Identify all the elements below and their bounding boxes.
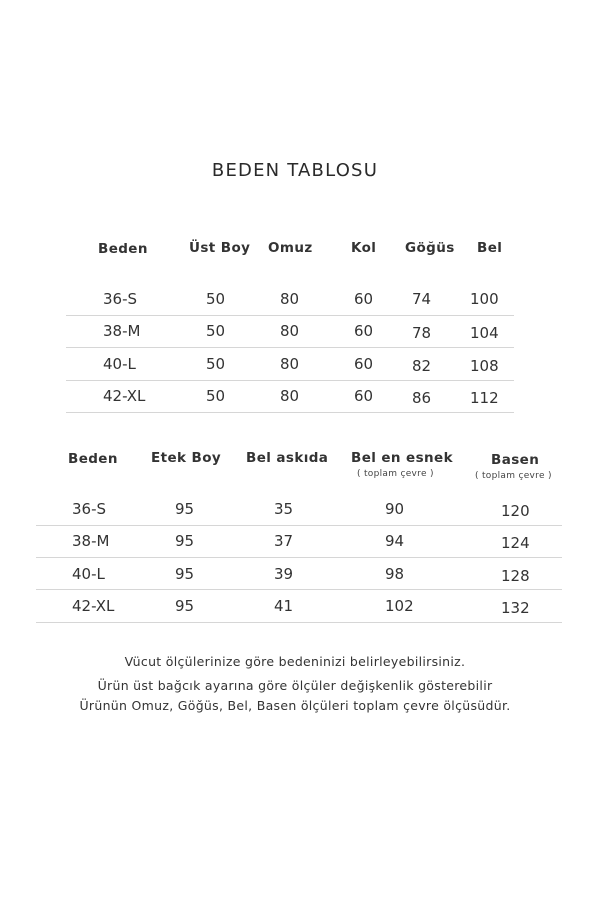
table2-header-etek-boy: Etek Boy — [151, 450, 222, 466]
row-divider — [66, 347, 514, 348]
table1-header-ust-boy: Üst Boy — [189, 240, 251, 256]
table-cell: 40-L — [103, 355, 136, 373]
table-cell: 38-M — [103, 322, 141, 340]
table-cell: 36-S — [72, 500, 107, 518]
row-divider — [66, 380, 514, 381]
table-cell: 104 — [470, 324, 499, 342]
table-cell: 39 — [274, 565, 294, 583]
row-divider — [36, 622, 562, 623]
table-cell: 60 — [354, 355, 374, 373]
table-cell: 80 — [280, 387, 300, 405]
table-cell: 82 — [412, 357, 432, 375]
row-divider — [36, 589, 562, 590]
table2-header-bel-en-esnek: Bel en esnek — [351, 450, 453, 466]
table2-header-bel-askida: Bel askıda — [246, 450, 329, 466]
table2-subheader-bel-en-esnek: ( toplam çevre ) — [357, 469, 434, 479]
table-cell: 102 — [385, 597, 414, 615]
table-cell: 128 — [501, 567, 530, 585]
table-cell: 86 — [412, 389, 432, 407]
table-cell: 50 — [206, 387, 226, 405]
note-line-3: Ürünün Omuz, Göğüs, Bel, Basen ölçüleri toplam çevre ölçüsüdür. — [79, 698, 511, 713]
table-cell: 36-S — [103, 290, 138, 308]
table1-header-gogus: Göğüs — [405, 240, 455, 256]
table-cell: 80 — [280, 355, 300, 373]
table-cell: 38-M — [72, 532, 110, 550]
table-cell: 37 — [274, 532, 294, 550]
table-cell: 100 — [470, 290, 499, 308]
note-line-2: Ürün üst bağcık ayarına göre ölçüler değişkenlik gösterebilir — [97, 678, 493, 693]
table-cell: 78 — [412, 324, 432, 342]
table-cell: 94 — [385, 532, 405, 550]
page-title: BEDEN TABLOSU — [211, 160, 379, 181]
table-cell: 80 — [280, 290, 300, 308]
table-cell: 42-XL — [103, 387, 146, 405]
table2-header-basen: Basen — [491, 452, 540, 468]
table1-header-beden: Beden — [98, 241, 148, 257]
row-divider — [66, 412, 514, 413]
table1-header-kol: Kol — [351, 240, 377, 256]
row-divider — [36, 557, 562, 558]
table-cell: 60 — [354, 387, 374, 405]
table-cell: 40-L — [72, 565, 105, 583]
table-cell: 50 — [206, 355, 226, 373]
table-cell: 124 — [501, 534, 530, 552]
table-cell: 95 — [175, 565, 195, 583]
table-cell: 132 — [501, 599, 530, 617]
row-divider — [66, 315, 514, 316]
table-cell: 50 — [206, 290, 226, 308]
table-cell: 41 — [274, 597, 294, 615]
table-cell: 98 — [385, 565, 405, 583]
note-line-1: Vücut ölçülerinize göre bedeninizi belirleyebilirsiniz. — [124, 654, 466, 669]
table-cell: 90 — [385, 500, 405, 518]
table1-header-omuz: Omuz — [268, 240, 313, 256]
table2-header-beden: Beden — [68, 451, 118, 467]
table-cell: 60 — [354, 290, 374, 308]
table-cell: 42-XL — [72, 597, 115, 615]
table-cell: 95 — [175, 597, 195, 615]
table1-header-bel: Bel — [477, 240, 503, 256]
table-cell: 60 — [354, 322, 374, 340]
table2-subheader-basen: ( toplam çevre ) — [475, 471, 552, 481]
table-cell: 108 — [470, 357, 499, 375]
table-cell: 80 — [280, 322, 300, 340]
table-cell: 120 — [501, 502, 530, 520]
table-cell: 95 — [175, 532, 195, 550]
table-cell: 50 — [206, 322, 226, 340]
table-cell: 35 — [274, 500, 294, 518]
table-cell: 74 — [412, 290, 432, 308]
table-cell: 95 — [175, 500, 195, 518]
row-divider — [36, 525, 562, 526]
table-cell: 112 — [470, 389, 499, 407]
